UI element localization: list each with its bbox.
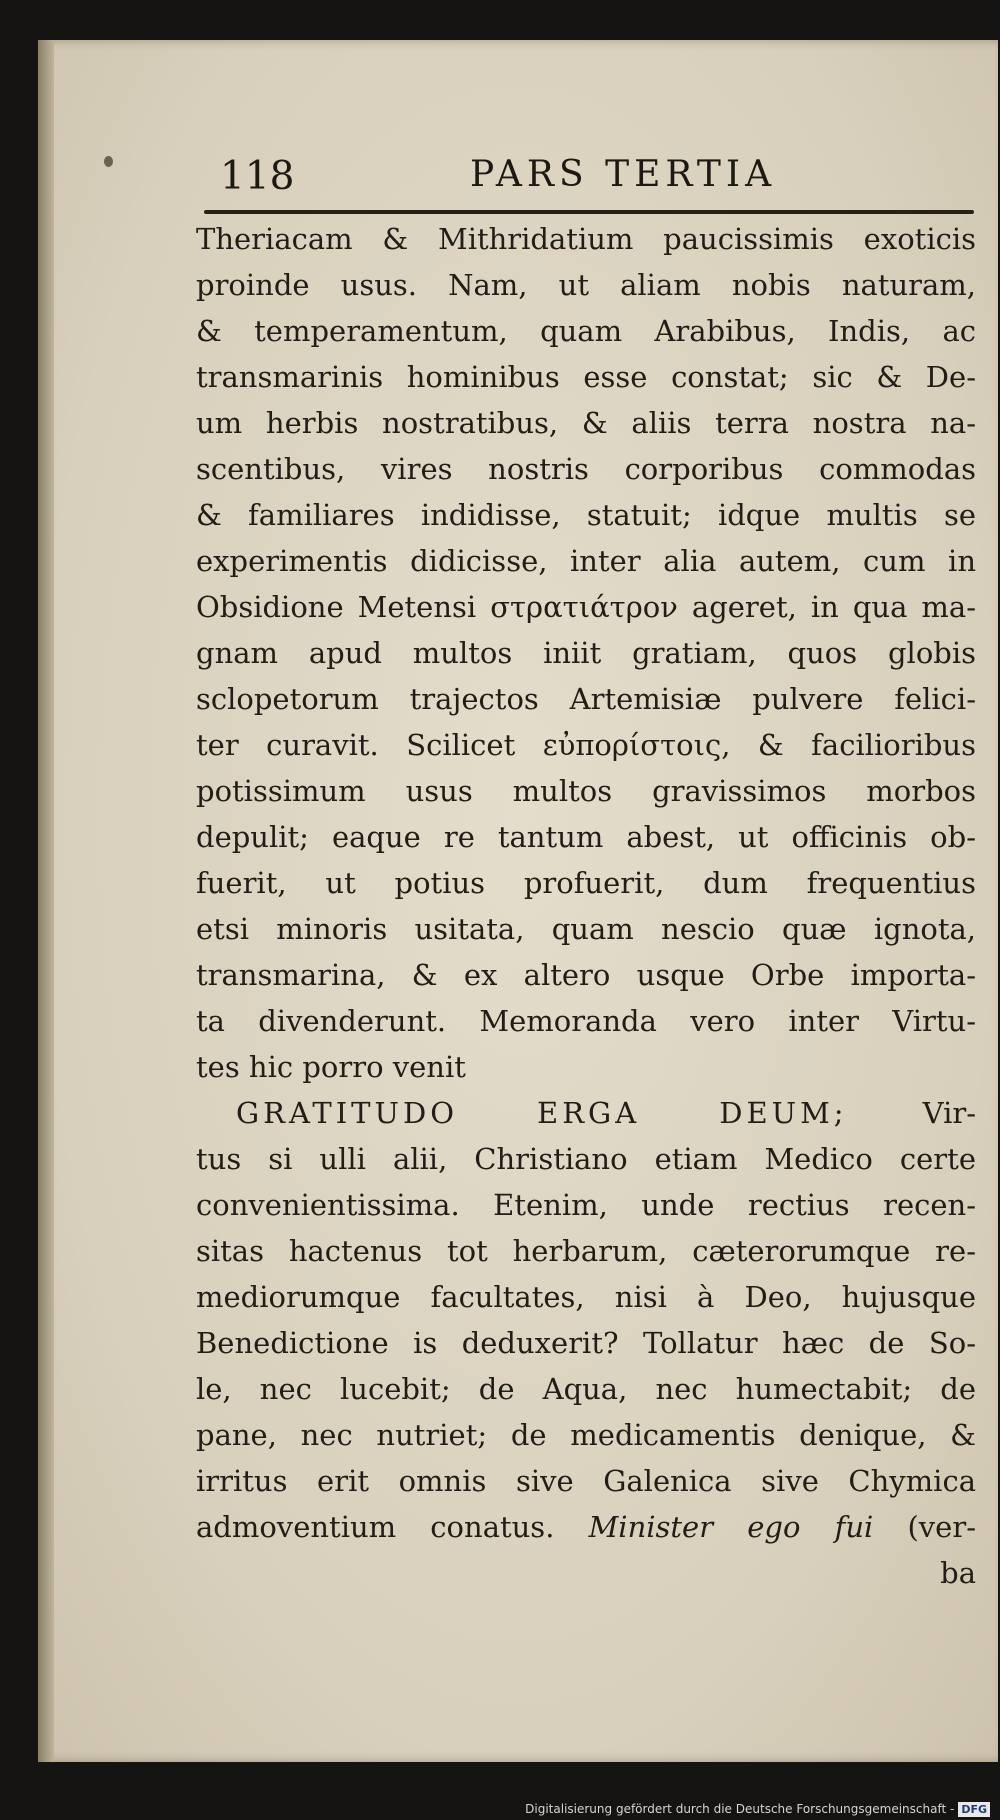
text-line (196, 814, 976, 860)
text-segment: transmarina, & ex altero usque Orbe importa- (196, 958, 976, 992)
text-line (196, 676, 976, 722)
text-line (196, 998, 976, 1044)
text-line (196, 400, 976, 446)
text-segment: experimentis didicisse, inter alia autem, cum in (196, 544, 976, 578)
text-segment: irritus erit omnis sive Galenica sive Chymica (196, 1464, 976, 1498)
text-line (196, 446, 976, 492)
page-header (180, 138, 980, 198)
text-line (196, 1044, 976, 1090)
text-segment: mediorumque facultates, nisi à Deo, hujusque (196, 1280, 976, 1314)
text-line (196, 1412, 976, 1458)
page-gutter (38, 40, 54, 1762)
text-segment: tes hic porro venit (196, 1050, 466, 1084)
text-segment: Vir- (847, 1096, 976, 1130)
text-segment: Theriacam & Mithridatium paucissimis exoticis (196, 222, 976, 256)
text-segment: admoventium conatus. (196, 1510, 589, 1544)
text-line (196, 1504, 976, 1550)
ink-blot (104, 156, 113, 167)
text-segment: ba (940, 1556, 976, 1590)
text-segment: GRATITUDO ERGA DEUM; (236, 1096, 848, 1130)
text-segment: & familiares indidisse, statuit; idque multis se (196, 498, 976, 532)
text-line (196, 1274, 976, 1320)
text-line (196, 1090, 976, 1136)
text-segment: tus si ulli alii, Christiano etiam Medico certe (196, 1142, 976, 1176)
dfg-logo: DFG (958, 1802, 990, 1817)
text-segment: pane, nec nutriet; de medicamentis denique, & (196, 1418, 976, 1452)
text-segment: & temperamentum, quam Arabibus, Indis, ac (196, 314, 976, 348)
text-line (196, 906, 976, 952)
book-page (38, 40, 998, 1762)
text-line (196, 354, 976, 400)
credit-text: Digitalisierung gefördert durch die Deutsche Forschungsgemeinschaft - (525, 1802, 955, 1816)
running-head: PARS TERTIA (470, 154, 777, 195)
text-line (196, 584, 976, 630)
text-segment: Obsidione Metensi στρατιάτρον ageret, in qua ma- (196, 590, 976, 624)
text-line (196, 538, 976, 584)
text-segment: ta divenderunt. Memoranda vero inter Virtu- (196, 1004, 976, 1038)
text-segment: convenientissima. Etenim, unde rectius recen- (196, 1188, 976, 1222)
text-line (196, 1550, 976, 1596)
header-rule (204, 210, 974, 214)
text-segment: potissimum usus multos gravissimos morbos (196, 774, 976, 808)
text-line (196, 860, 976, 906)
text-line (196, 722, 976, 768)
text-segment: proinde usus. Nam, ut aliam nobis naturam, (196, 268, 976, 302)
text-line (196, 1366, 976, 1412)
text-line (196, 768, 976, 814)
text-segment: sitas hactenus tot herbarum, cæterorumque re- (196, 1234, 976, 1268)
text-segment: scentibus, vires nostris corporibus commodas (196, 452, 976, 486)
text-line (196, 308, 976, 354)
text-segment: ter curavit. Scilicet εὐπορίστοις, & facilioribus (196, 728, 976, 762)
text-line (196, 1182, 976, 1228)
text-line (196, 216, 976, 262)
text-line (196, 952, 976, 998)
page-number: 118 (220, 154, 295, 199)
text-line (196, 1228, 976, 1274)
text-segment: transmarinis hominibus esse constat; sic & De- (196, 360, 976, 394)
text-line (196, 492, 976, 538)
text-segment: Minister ego fui (588, 1510, 874, 1544)
text-segment: um herbis nostratibus, & aliis terra nostra na- (196, 406, 976, 440)
text-line (196, 1458, 976, 1504)
text-segment: etsi minoris usitata, quam nescio quæ ignota, (196, 912, 976, 946)
text-segment: le, nec lucebit; de Aqua, nec humectabit; de (196, 1372, 976, 1406)
text-segment: gnam apud multos iniit gratiam, quos globis (196, 636, 976, 670)
text-segment: depulit; eaque re tantum abest, ut officinis ob- (196, 820, 976, 854)
text-line (196, 1320, 976, 1366)
text-line (196, 262, 976, 308)
text-line (196, 1136, 976, 1182)
text-segment: (ver- (873, 1510, 976, 1544)
digitization-credit (525, 1800, 990, 1818)
body-text (196, 216, 976, 1596)
text-line (196, 630, 976, 676)
text-segment: fuerit, ut potius profuerit, dum frequentius (196, 866, 976, 900)
text-segment: sclopetorum trajectos Artemisiæ pulvere felici- (196, 682, 976, 716)
text-segment: Benedictione is deduxerit? Tollatur hæc de So- (196, 1326, 976, 1360)
